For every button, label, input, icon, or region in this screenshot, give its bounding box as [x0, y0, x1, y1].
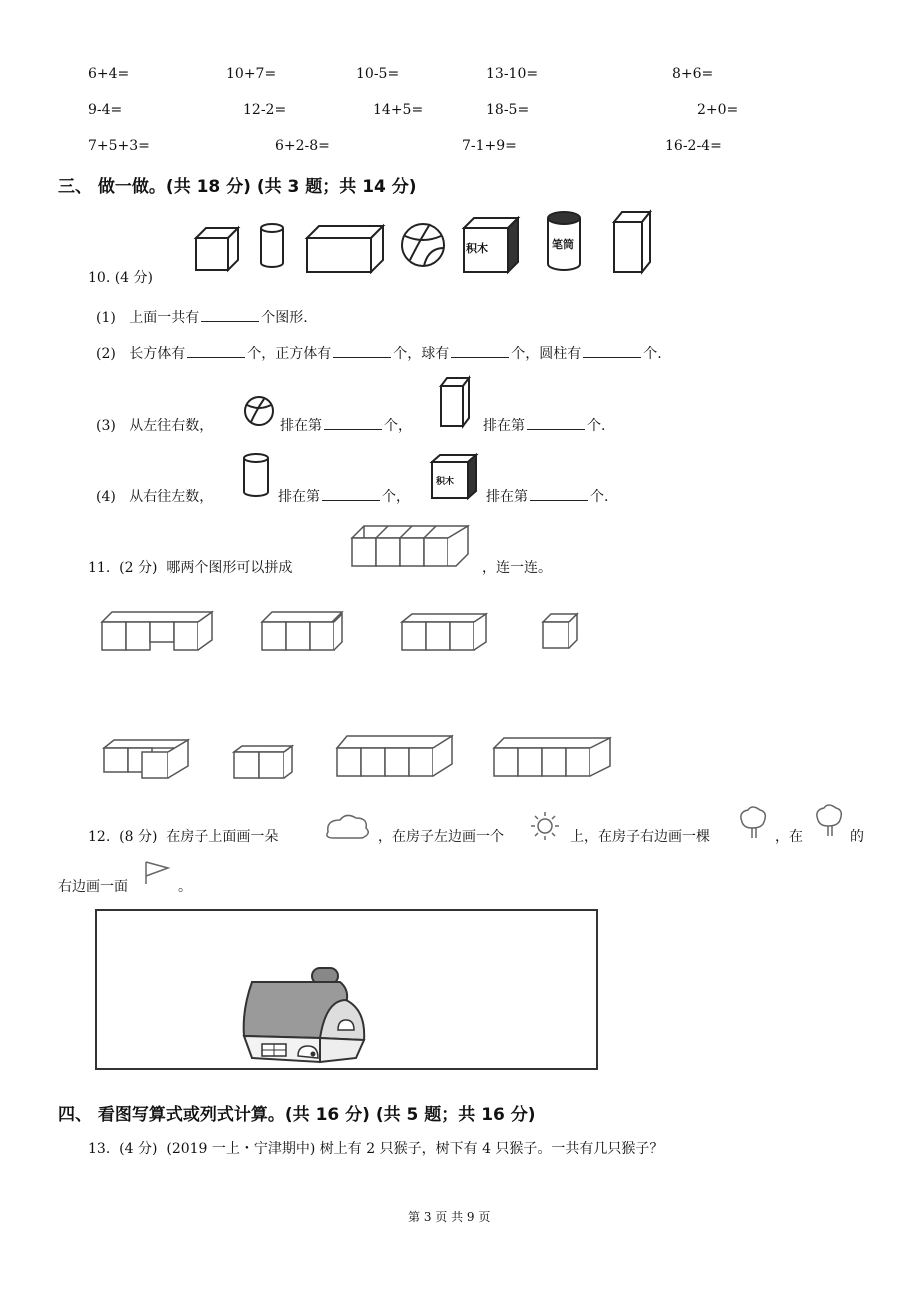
- section-heading: 三、 做一做。(共 18 分) (共 3 题；共 14 分): [58, 177, 417, 197]
- problem: 2+0=: [697, 102, 739, 118]
- pen-holder-label: 笔筒: [552, 238, 574, 251]
- question-12-d: ，在: [775, 829, 803, 845]
- subquestion-3-lead: (3) 从左往右数，: [96, 418, 214, 434]
- question-12-f: 右边画一面: [58, 879, 128, 895]
- subquestion-4-rest-a: 排在第 个，: [278, 486, 410, 506]
- problem: 13-10=: [486, 66, 539, 82]
- problem: 7-1+9=: [462, 138, 517, 154]
- question-12-e: 的: [850, 829, 864, 845]
- question-12-b: ，在房子左边画一个: [378, 829, 504, 845]
- house-icon: [244, 968, 365, 1062]
- toy-block-label: 积木: [436, 477, 455, 487]
- problem: 6+2-8=: [275, 138, 330, 154]
- problem: 18-5=: [486, 102, 530, 118]
- problem: 7+5+3=: [88, 138, 150, 154]
- page-footer: 第 3 页 共 9 页: [408, 1210, 491, 1224]
- toy-block-label: 积木: [466, 242, 488, 255]
- subquestion-4-rest-b: 排在第 个.: [486, 486, 608, 506]
- subquestion-2: (2) 长方体有 个，正方体有 个，球有 个，圆柱有 个.: [96, 343, 662, 363]
- question-number: 10. (4 分): [88, 270, 153, 286]
- subquestion-3-rest-a: 排在第 个，: [280, 415, 412, 435]
- section-heading: 四、 看图写算式或列式计算。(共 16 分) (共 5 题；共 16 分): [58, 1105, 536, 1125]
- problem: 12-2=: [243, 102, 287, 118]
- subquestion-3-rest-b: 排在第 个.: [483, 415, 605, 435]
- question-12-c: 上，在房子右边画一棵: [570, 829, 710, 845]
- problem: 6+4=: [88, 66, 130, 82]
- problem: 9-4=: [88, 102, 123, 118]
- question-11-tail: ，连一连。: [482, 560, 552, 576]
- subquestion-4-lead: (4) 从右往左数，: [96, 489, 214, 505]
- question-12-g: 。: [178, 879, 192, 895]
- subquestion-1: (1) 上面一共有 个图形.: [96, 307, 308, 327]
- problem: 16-2-4=: [665, 138, 722, 154]
- question-12: 12. (8 分) 在房子上面画一朵: [88, 829, 279, 845]
- problem: 10-5=: [356, 66, 400, 82]
- question-13: 13. (4 分) (2019 一上・宁津期中) 树上有 2 只猴子，树下有 4 只猴子。一共有几只猴子？: [88, 1141, 664, 1157]
- problem: 14+5=: [373, 102, 424, 118]
- question-11: 11. (2 分) 哪两个图形可以拼成: [88, 560, 293, 576]
- problem: 10+7=: [226, 66, 277, 82]
- problem: 8+6=: [672, 66, 714, 82]
